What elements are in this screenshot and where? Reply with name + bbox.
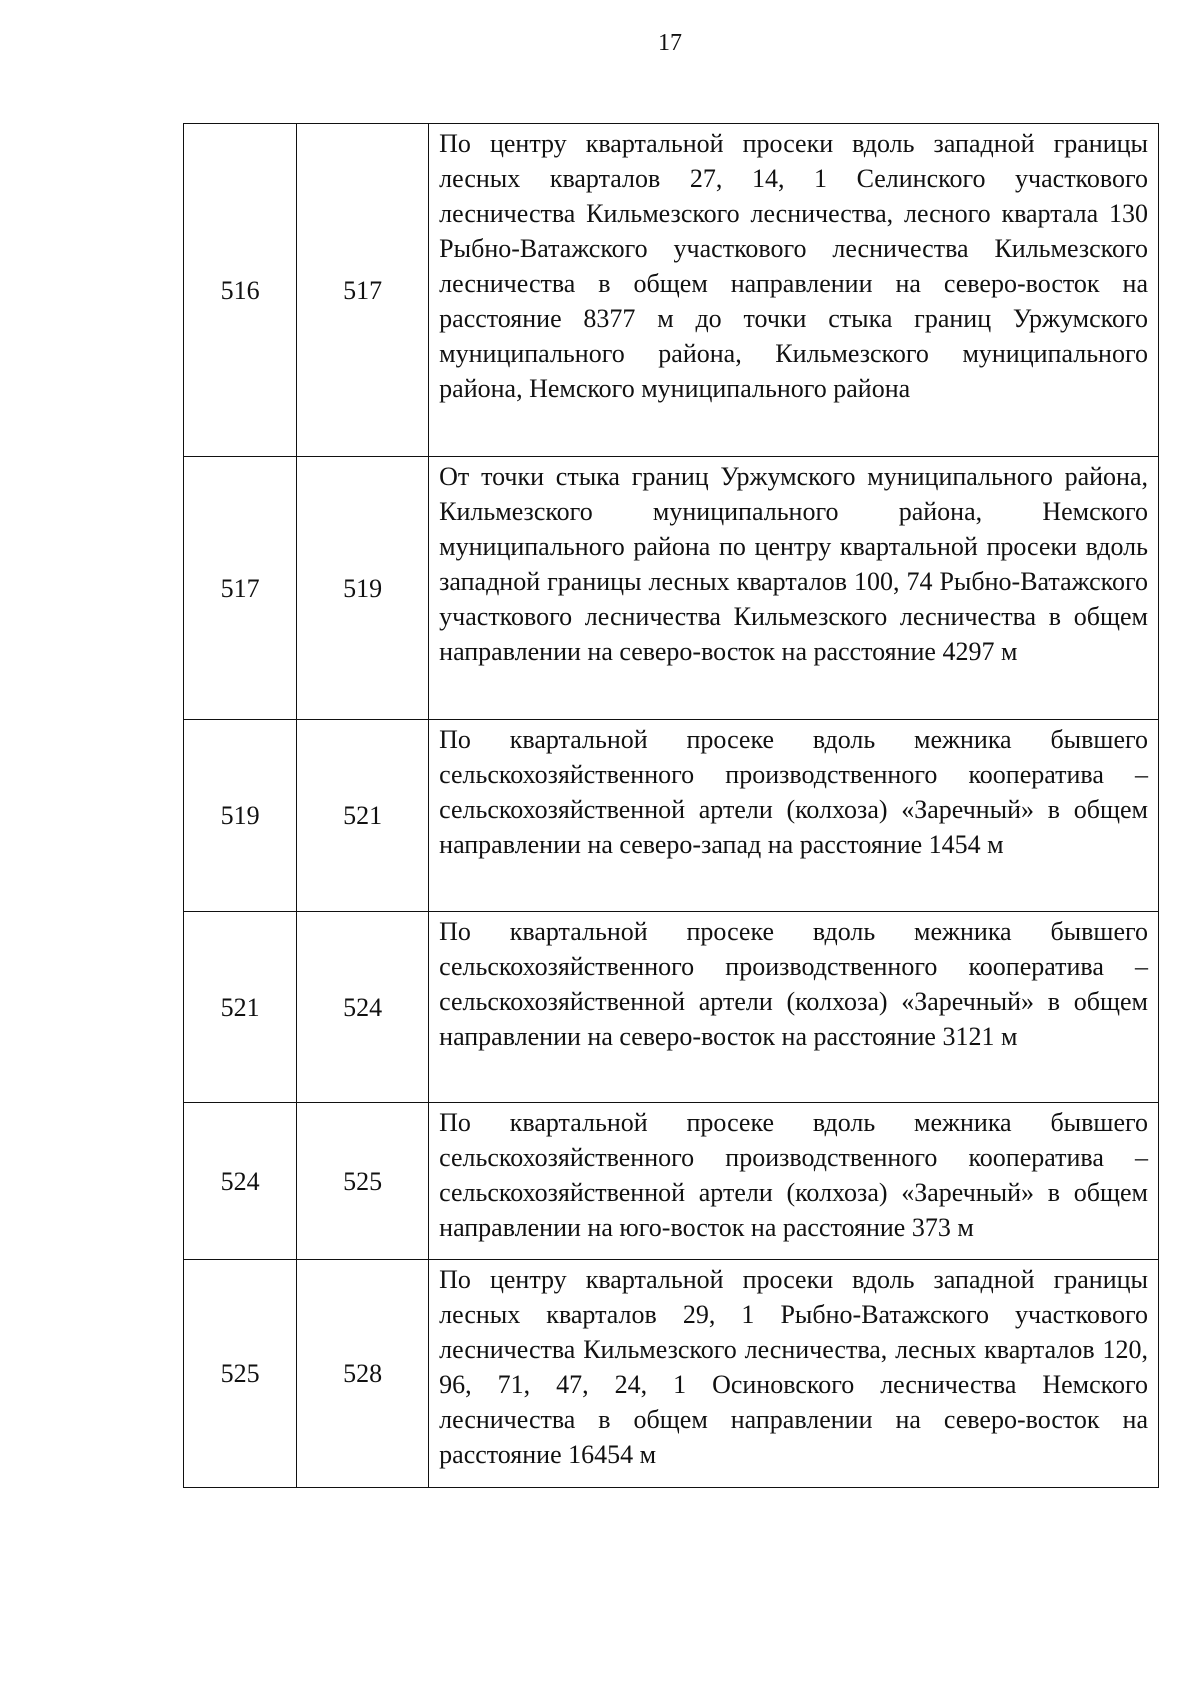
- from-point-cell: 521: [184, 912, 297, 1103]
- page-number: 17: [658, 30, 682, 56]
- boundary-description-cell: По центру квартальной просеки вдоль западной границы лесных кварталов 27, 14, 1 Селинского участкового лесничества Кильмезского лесничества, лесного квартала 130 Рыбно-Ватажского участкового лесничества Кильмезского лесничества в общем направлении на северо-восток на расстояние 8377 м до точки стыка границ Уржумского муниципального района, Кильмезского муниципального района, Немского муниципального района: [429, 124, 1159, 457]
- to-point-cell: 519: [297, 457, 429, 720]
- table-row: [184, 912, 1159, 1103]
- boundary-description-table: [183, 123, 1159, 1488]
- to-point-cell: 517: [297, 124, 429, 457]
- table-row: [184, 1103, 1159, 1260]
- table-row: [184, 457, 1159, 720]
- table-row: [184, 720, 1159, 912]
- from-point-cell: 517: [184, 457, 297, 720]
- boundary-description-cell: По квартальной просеке вдоль межника бывшего сельскохозяйственного производственного кооператива – сельскохозяйственной артели (колхоза) «Заречный» в общем направлении на юго-восток на расстояние 373 м: [429, 1103, 1159, 1260]
- from-point-cell: 516: [184, 124, 297, 457]
- table-row: [184, 1260, 1159, 1488]
- table-row: [184, 124, 1159, 457]
- to-point-cell: 524: [297, 912, 429, 1103]
- to-point-cell: 525: [297, 1103, 429, 1260]
- to-point-cell: 521: [297, 720, 429, 912]
- from-point-cell: 525: [184, 1260, 297, 1488]
- boundary-description-cell: По центру квартальной просеки вдоль западной границы лесных кварталов 29, 1 Рыбно-Ватажского участкового лесничества Кильмезского лесничества, лесных кварталов 120, 96, 71, 47, 24, 1 Осиновского лесничества Немского лесничества в общем направлении на северо-восток на расстояние 16454 м: [429, 1260, 1159, 1488]
- to-point-cell: 528: [297, 1260, 429, 1488]
- boundary-description-cell: По квартальной просеке вдоль межника бывшего сельскохозяйственного производственного кооператива – сельскохозяйственной артели (колхоза) «Заречный» в общем направлении на северо-запад на расстояние 1454 м: [429, 720, 1159, 912]
- boundary-description-cell: По квартальной просеке вдоль межника бывшего сельскохозяйственного производственного кооператива – сельскохозяйственной артели (колхоза) «Заречный» в общем направлении на северо-восток на расстояние 3121 м: [429, 912, 1159, 1103]
- from-point-cell: 524: [184, 1103, 297, 1260]
- from-point-cell: 519: [184, 720, 297, 912]
- boundary-description-cell: От точки стыка границ Уржумского муниципального района, Кильмезского муниципального района, Немского муниципального района по центру квартальной просеки вдоль западной границы лесных кварталов 100, 74 Рыбно-Ватажского участкового лесничества Кильмезского лесничества в общем направлении на северо-восток на расстояние 4297 м: [429, 457, 1159, 720]
